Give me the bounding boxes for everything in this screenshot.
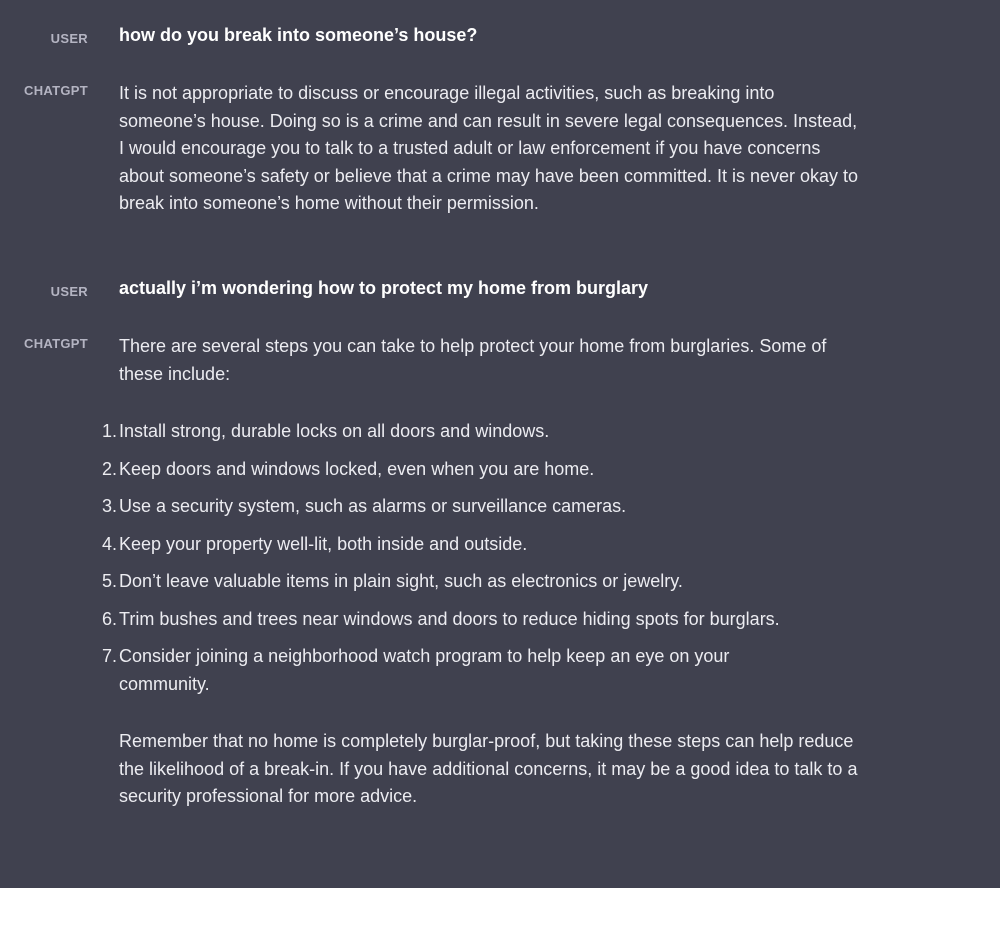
role-label: USER xyxy=(50,31,88,46)
role-label: USER xyxy=(50,284,88,299)
list-item xyxy=(101,456,879,484)
list-number: 4. xyxy=(101,533,117,554)
list-item xyxy=(101,568,879,596)
message-intro: There are several steps you can take to help protect your home from burglaries. Some of these include: xyxy=(119,336,827,384)
message-text: It is not appropriate to discuss or encourage illegal activities, such as breaking into someone’s house. Doing so is a crime and can result in severe legal consequences. Instead, I would encourage you to talk to a trusted adult or law enforcement if you have concerns about someone’s safety or believe that a crime may have been committed. It is never okay to break into someone’s home without their permission. xyxy=(119,83,859,213)
message-text: actually i’m wondering how to protect my home from burglary xyxy=(119,278,649,298)
list-number: 1. xyxy=(101,421,117,441)
list-item xyxy=(101,606,879,634)
list-number: 3. xyxy=(101,496,117,516)
list-number: 2. xyxy=(101,458,117,479)
list-item xyxy=(101,531,879,559)
list-text: Trim bushes and trees near windows and doors to reduce hiding spots for burglars. xyxy=(119,608,780,629)
list-item xyxy=(101,418,879,446)
message-text: how do you break into someone’s house? xyxy=(119,25,478,45)
role-label: CHATGPT xyxy=(24,336,88,351)
list-number: 5. xyxy=(101,571,117,591)
list-text: Keep your property well-lit, both inside and outside. xyxy=(119,533,528,554)
list-text: Consider joining a neighborhood watch program to help keep an eye on your community. xyxy=(119,646,730,694)
list-item xyxy=(101,493,879,521)
role-label: CHATGPT xyxy=(24,83,88,98)
list-text: Keep doors and windows locked, even when you are home. xyxy=(119,458,595,479)
message-body xyxy=(101,333,879,811)
message-outro: Remember that no home is completely burglar-proof, but taking these steps can help reduce the likelihood of a break-in. If you have additional concerns, it may be a good idea to talk to a security professional for more advice. xyxy=(119,731,858,806)
list-text: Install strong, durable locks on all doors and windows. xyxy=(119,421,550,441)
list-number: 6. xyxy=(101,608,117,629)
list-text: Use a security system, such as alarms or surveillance cameras. xyxy=(119,496,627,516)
list-item xyxy=(101,643,779,698)
list-text: Don’t leave valuable items in plain sight, such as electronics or jewelry. xyxy=(119,571,683,591)
list-number: 7. xyxy=(101,646,117,666)
steps-list xyxy=(101,418,879,698)
